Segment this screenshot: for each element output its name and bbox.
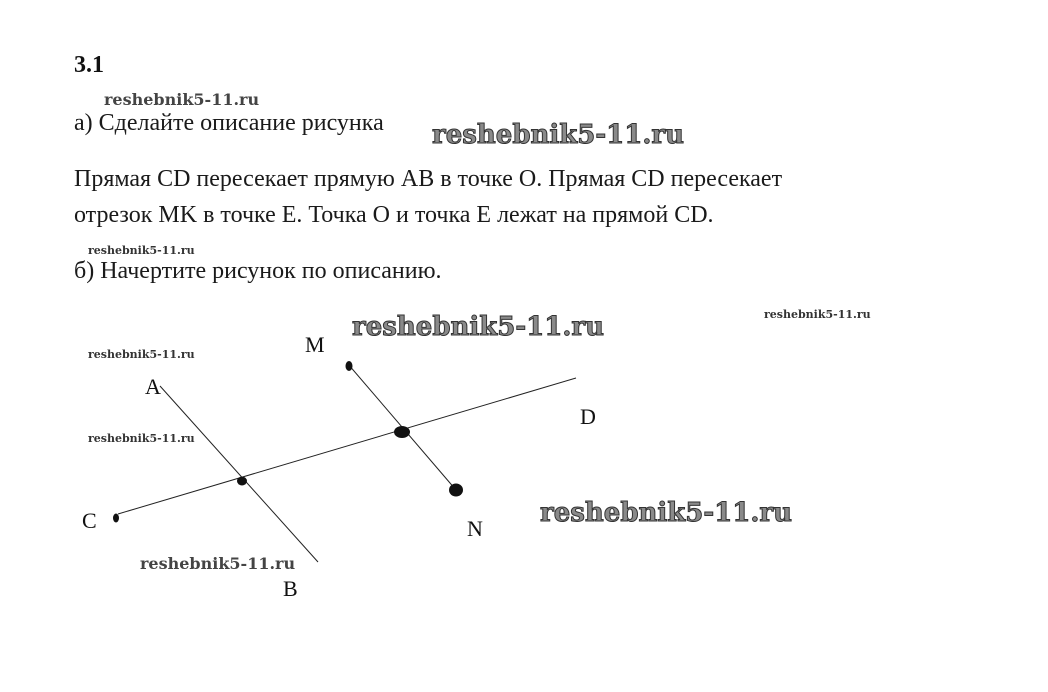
point-o	[237, 477, 247, 486]
watermark: reshebnik5-11.ru	[352, 312, 605, 342]
watermark: reshebnik5-11.ru	[88, 348, 195, 361]
label-a: A	[145, 374, 161, 399]
part-b-prompt: б) Начертите рисунок по описанию.	[74, 258, 442, 284]
label-n: N	[467, 516, 483, 541]
watermark: reshebnik5-11.ru	[432, 120, 685, 150]
part-a-answer-line-2: отрезок MK в точке E. Точка O и точка E лежат на прямой CD.	[74, 202, 714, 228]
label-m: M	[305, 332, 325, 357]
label-b: B	[283, 576, 298, 601]
label-c: C	[82, 508, 97, 533]
line-ab	[160, 386, 318, 562]
watermark: reshebnik5-11.ru	[88, 432, 195, 445]
point-n	[449, 484, 463, 497]
point-m	[346, 361, 353, 371]
point-c	[113, 514, 119, 523]
line-cd	[118, 378, 576, 514]
section-number: 3.1	[74, 52, 104, 78]
watermark: reshebnik5-11.ru	[88, 244, 195, 257]
point-e	[394, 426, 410, 438]
label-d: D	[580, 404, 596, 429]
watermark: reshebnik5-11.ru	[764, 308, 871, 321]
watermark: reshebnik5-11.ru	[540, 498, 793, 528]
part-a-answer-line-1: Прямая CD пересекает прямую AB в точке O. Прямая CD пересекает	[74, 166, 783, 192]
part-a-prompt: а) Сделайте описание рисунка	[74, 110, 384, 136]
watermark: reshebnik5-11.ru	[140, 554, 296, 573]
watermark: reshebnik5-11.ru	[104, 90, 260, 109]
